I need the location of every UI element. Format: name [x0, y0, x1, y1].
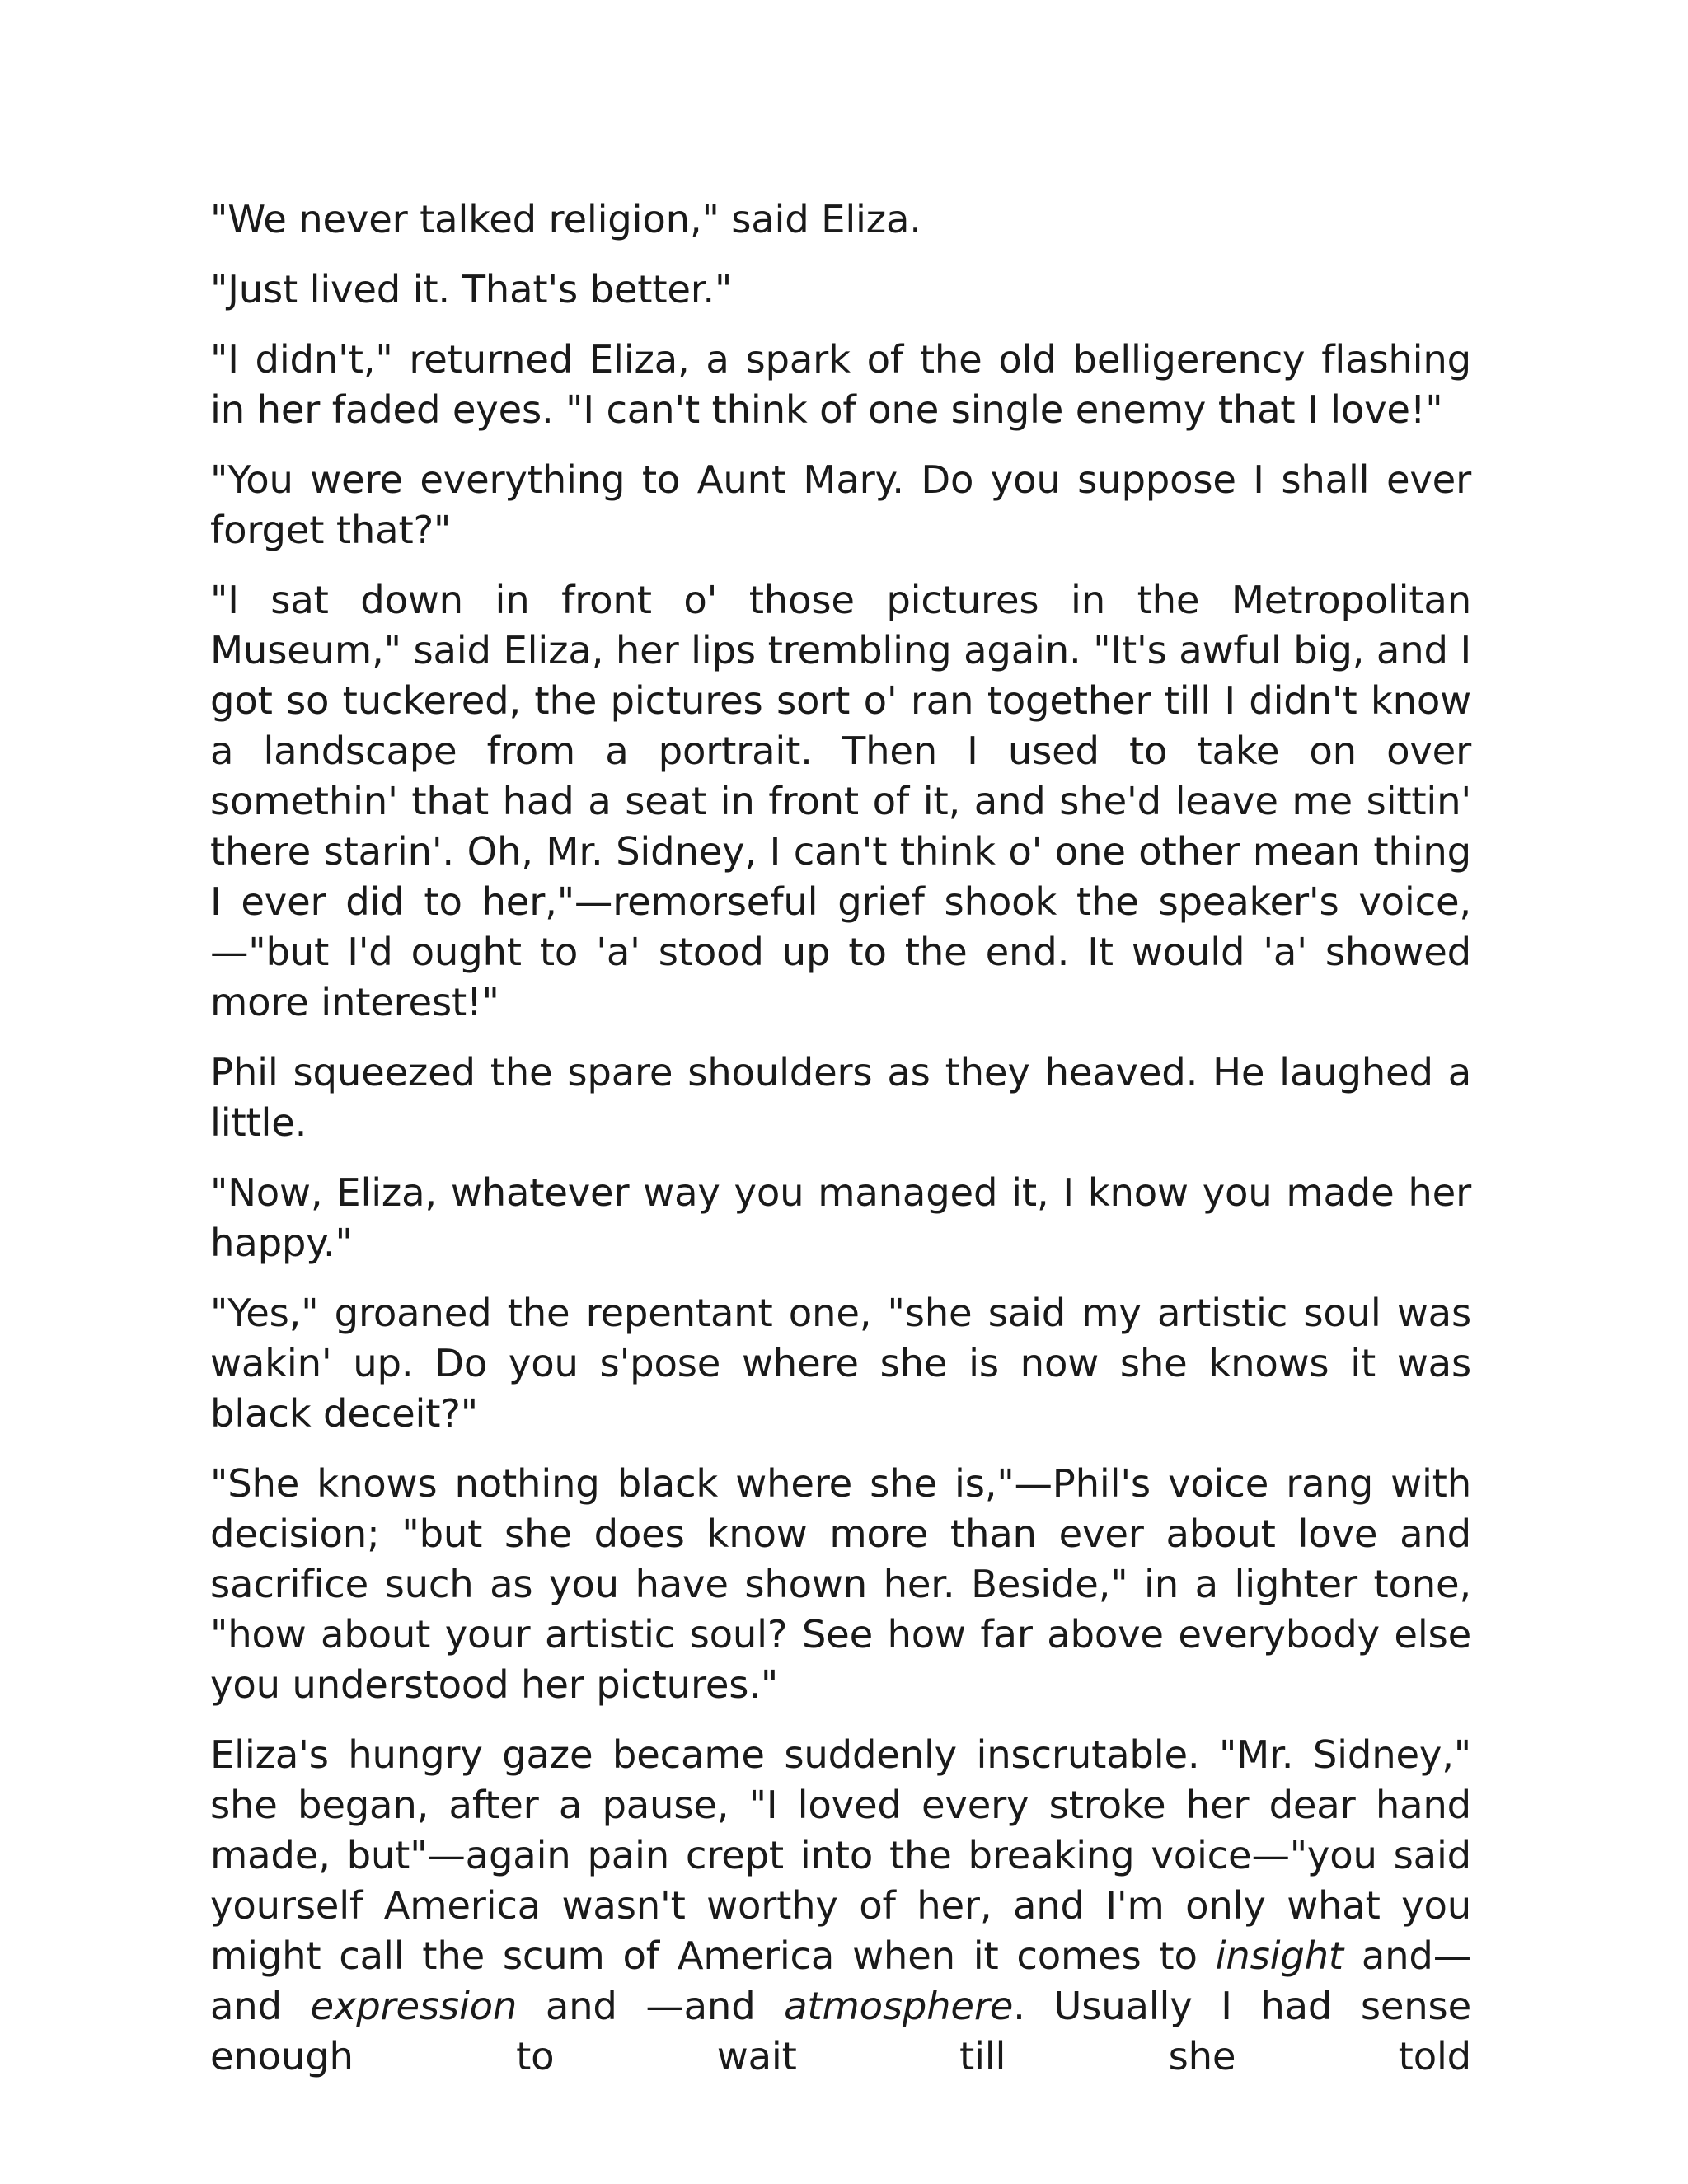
- emphasis-insight: insight: [1215, 1933, 1343, 1978]
- emphasis-expression: expression: [310, 1984, 518, 2028]
- paragraph-8: "Yes," groaned the repentant one, "she said my artistic soul was wakin' up. Do you s'pose where she is now she knows it was black deceit?": [210, 1291, 1471, 1436]
- paragraph-4: "You were everything to Aunt Mary. Do you suppose I shall ever forget that?": [210, 457, 1471, 552]
- paragraph-7: "Now, Eliza, whatever way you managed it, I know you made her happy.": [210, 1170, 1471, 1265]
- paragraph-10-text-3: and —and: [517, 1984, 785, 2028]
- paragraph-10-text-4: . Usually I had sense enough to wait till she told: [210, 1984, 1471, 2079]
- paragraph-10-text-2: and—and: [210, 1933, 1471, 2028]
- paragraph-2: "Just lived it. That's better.": [210, 267, 733, 312]
- paragraph-1: "We never talked religion," said Eliza.: [210, 197, 921, 241]
- emphasis-atmosphere: atmosphere: [784, 1984, 1014, 2028]
- paragraph-6: Phil squeezed the spare shoulders as they heaved. He laughed a little.: [210, 1050, 1471, 1145]
- paragraph-9: "She knows nothing black where she is,"—Phil's voice rang with decision; "but she does know more than ever about love and sacrifice such as you have shown her. Beside," in a lighter tone, "how about your artistic soul? See how far above everybody else you understood her pictures.": [210, 1461, 1471, 1707]
- paragraph-5: "I sat down in front o' those pictures in the Metropolitan Museum," said Eliza, her lips trembling again. "It's awful big, and I got so tuckered, the pictures sort o' ran together till I didn't know a landscape from a portrait. Then I used to take on over somethin' that had a seat in front of it, and she'd leave me sittin' there starin'. Oh, Mr. Sidney, I can't think o' one other mean thing I ever did to her,"—remorseful grief shook the speaker's voice,—"but I'd ought to 'a' stood up to the end. It would 'a' showed more interest!": [210, 578, 1471, 1024]
- paragraph-10: [210, 1730, 1471, 2082]
- paragraph-10-text-1: Eliza's hungry gaze became suddenly inscrutable. "Mr. Sidney," she began, after a pause, "I loved every stroke her dear hand made, but"—again pain crept into the breaking voice—"you said yourself America wasn't worthy of her, and I'm only what you might call the scum of America when it comes to: [210, 1732, 1471, 1978]
- paragraph-3: "I didn't," returned Eliza, a spark of the old belligerency flashing in her faded eyes. "I can't think of one single enemy that I love!": [210, 337, 1471, 432]
- document-page: [210, 194, 1471, 2102]
